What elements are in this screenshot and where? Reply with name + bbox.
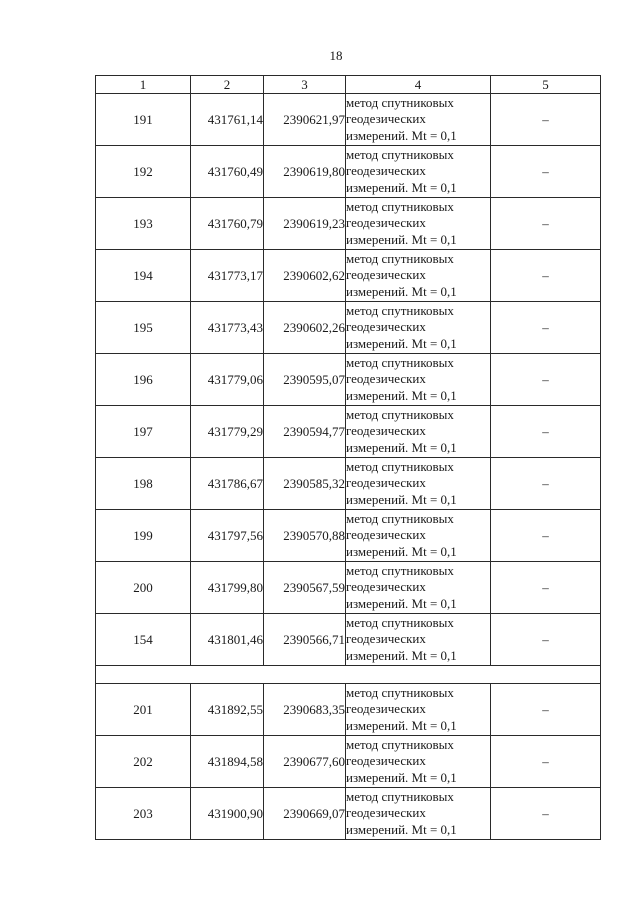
method-line: измерений. Mt = 0,1 — [346, 821, 457, 837]
method-cell — [346, 788, 491, 840]
header-cell-4: 4 — [346, 76, 491, 94]
point-number-cell: 200 — [96, 562, 191, 614]
method-line: метод спутниковых — [346, 736, 454, 752]
method-cell — [346, 458, 491, 510]
y-coordinate-cell: 2390585,32 — [264, 458, 346, 510]
note-cell: – — [491, 146, 601, 198]
note-cell: – — [491, 354, 601, 406]
table-row — [96, 614, 601, 666]
point-number-cell: 197 — [96, 406, 191, 458]
point-number-cell: 198 — [96, 458, 191, 510]
method-line: измерений. Mt = 0,1 — [346, 647, 457, 663]
note-cell: – — [491, 94, 601, 146]
y-coordinate-cell: 2390567,59 — [264, 562, 346, 614]
x-coordinate-cell: 431786,67 — [191, 458, 264, 510]
method-line: метод спутниковых — [346, 458, 454, 474]
point-number-cell: 195 — [96, 302, 191, 354]
method-line: метод спутниковых — [346, 510, 454, 526]
note-cell: – — [491, 510, 601, 562]
method-line: геодезических — [346, 215, 426, 231]
y-coordinate-cell: 2390594,77 — [264, 406, 346, 458]
method-line: геодезических — [346, 163, 426, 179]
method-line: измерений. Mt = 0,1 — [346, 127, 457, 143]
method-line: геодезических — [346, 753, 426, 769]
method-cell — [346, 562, 491, 614]
method-line: метод спутниковых — [346, 614, 454, 630]
method-cell — [346, 250, 491, 302]
method-line: геодезических — [346, 631, 426, 647]
table-row — [96, 198, 601, 250]
method-cell — [346, 614, 491, 666]
note-cell: – — [491, 302, 601, 354]
method-line: метод спутниковых — [346, 406, 454, 422]
table-row — [96, 146, 601, 198]
x-coordinate-cell: 431779,29 — [191, 406, 264, 458]
method-line: геодезических — [346, 475, 426, 491]
y-coordinate-cell: 2390602,26 — [264, 302, 346, 354]
method-line: измерений. Mt = 0,1 — [346, 543, 457, 559]
point-number-cell: 192 — [96, 146, 191, 198]
y-coordinate-cell: 2390683,35 — [264, 684, 346, 736]
y-coordinate-cell: 2390619,23 — [264, 198, 346, 250]
method-line: измерений. Mt = 0,1 — [346, 387, 457, 403]
method-line: метод спутниковых — [346, 302, 454, 318]
note-cell: – — [491, 458, 601, 510]
x-coordinate-cell: 431761,14 — [191, 94, 264, 146]
table-row — [96, 94, 601, 146]
header-cell-1: 1 — [96, 76, 191, 94]
method-cell — [346, 354, 491, 406]
method-line: геодезических — [346, 805, 426, 821]
table-row — [96, 562, 601, 614]
method-line: геодезических — [346, 527, 426, 543]
method-line: геодезических — [346, 701, 426, 717]
y-coordinate-cell: 2390570,88 — [264, 510, 346, 562]
table-row — [96, 354, 601, 406]
y-coordinate-cell: 2390677,60 — [264, 736, 346, 788]
header-cell-2: 2 — [191, 76, 264, 94]
x-coordinate-cell: 431797,56 — [191, 510, 264, 562]
method-cell — [346, 302, 491, 354]
note-cell: – — [491, 736, 601, 788]
table-row — [96, 250, 601, 302]
page-number: 18 — [329, 48, 343, 63]
x-coordinate-cell: 431892,55 — [191, 684, 264, 736]
table-row — [96, 458, 601, 510]
y-coordinate-cell: 2390621,97 — [264, 94, 346, 146]
method-line: метод спутниковых — [346, 146, 454, 162]
y-coordinate-cell: 2390602,62 — [264, 250, 346, 302]
method-cell — [346, 94, 491, 146]
method-line: метод спутниковых — [346, 788, 454, 804]
method-line: геодезических — [346, 371, 426, 387]
method-line: геодезических — [346, 319, 426, 335]
method-cell — [346, 510, 491, 562]
method-line: метод спутниковых — [346, 354, 454, 370]
note-cell: – — [491, 562, 601, 614]
point-number-cell: 203 — [96, 788, 191, 840]
x-coordinate-cell: 431799,80 — [191, 562, 264, 614]
header-cell-5: 5 — [491, 76, 601, 94]
group-separator-cell — [96, 666, 601, 684]
y-coordinate-cell: 2390669,07 — [264, 788, 346, 840]
method-line: метод спутниковых — [346, 250, 454, 266]
y-coordinate-cell: 2390619,80 — [264, 146, 346, 198]
method-line: метод спутниковых — [346, 94, 454, 110]
x-coordinate-cell: 431779,06 — [191, 354, 264, 406]
method-cell — [346, 198, 491, 250]
note-cell: – — [491, 614, 601, 666]
method-line: измерений. Mt = 0,1 — [346, 335, 457, 351]
method-cell — [346, 146, 491, 198]
note-cell: – — [491, 198, 601, 250]
method-line: измерений. Mt = 0,1 — [346, 439, 457, 455]
method-line: измерений. Mt = 0,1 — [346, 491, 457, 507]
note-cell: – — [491, 684, 601, 736]
method-cell — [346, 406, 491, 458]
method-line: геодезических — [346, 423, 426, 439]
note-cell: – — [491, 250, 601, 302]
point-number-cell: 193 — [96, 198, 191, 250]
point-number-cell: 154 — [96, 614, 191, 666]
x-coordinate-cell: 431773,43 — [191, 302, 264, 354]
method-line: метод спутниковых — [346, 684, 454, 700]
x-coordinate-cell: 431900,90 — [191, 788, 264, 840]
x-coordinate-cell: 431773,17 — [191, 250, 264, 302]
point-number-cell: 194 — [96, 250, 191, 302]
table-row — [96, 302, 601, 354]
method-line: измерений. Mt = 0,1 — [346, 769, 457, 785]
x-coordinate-cell: 431894,58 — [191, 736, 264, 788]
table-header-row — [96, 76, 601, 94]
method-line: измерений. Mt = 0,1 — [346, 231, 457, 247]
method-line: измерений. Mt = 0,1 — [346, 283, 457, 299]
point-number-cell: 199 — [96, 510, 191, 562]
method-line: геодезических — [346, 579, 426, 595]
table-row — [96, 684, 601, 736]
note-cell: – — [491, 788, 601, 840]
method-cell — [346, 684, 491, 736]
x-coordinate-cell: 431801,46 — [191, 614, 264, 666]
y-coordinate-cell: 2390595,07 — [264, 354, 346, 406]
table-row — [96, 406, 601, 458]
x-coordinate-cell: 431760,49 — [191, 146, 264, 198]
table-row — [96, 736, 601, 788]
point-number-cell: 196 — [96, 354, 191, 406]
x-coordinate-cell: 431760,79 — [191, 198, 264, 250]
coordinates-table — [95, 75, 601, 840]
method-line: измерений. Mt = 0,1 — [346, 595, 457, 611]
method-line: геодезических — [346, 267, 426, 283]
point-number-cell: 201 — [96, 684, 191, 736]
coordinates-table-body — [96, 76, 601, 840]
note-cell: – — [491, 406, 601, 458]
point-number-cell: 202 — [96, 736, 191, 788]
method-line: метод спутниковых — [346, 198, 454, 214]
method-line: геодезических — [346, 111, 426, 127]
group-separator-row — [96, 666, 601, 684]
method-line: измерений. Mt = 0,1 — [346, 717, 457, 733]
table-row — [96, 788, 601, 840]
method-line: измерений. Mt = 0,1 — [346, 179, 457, 195]
table-row — [96, 510, 601, 562]
header-cell-3: 3 — [264, 76, 346, 94]
method-line: метод спутниковых — [346, 562, 454, 578]
method-cell — [346, 736, 491, 788]
point-number-cell: 191 — [96, 94, 191, 146]
y-coordinate-cell: 2390566,71 — [264, 614, 346, 666]
